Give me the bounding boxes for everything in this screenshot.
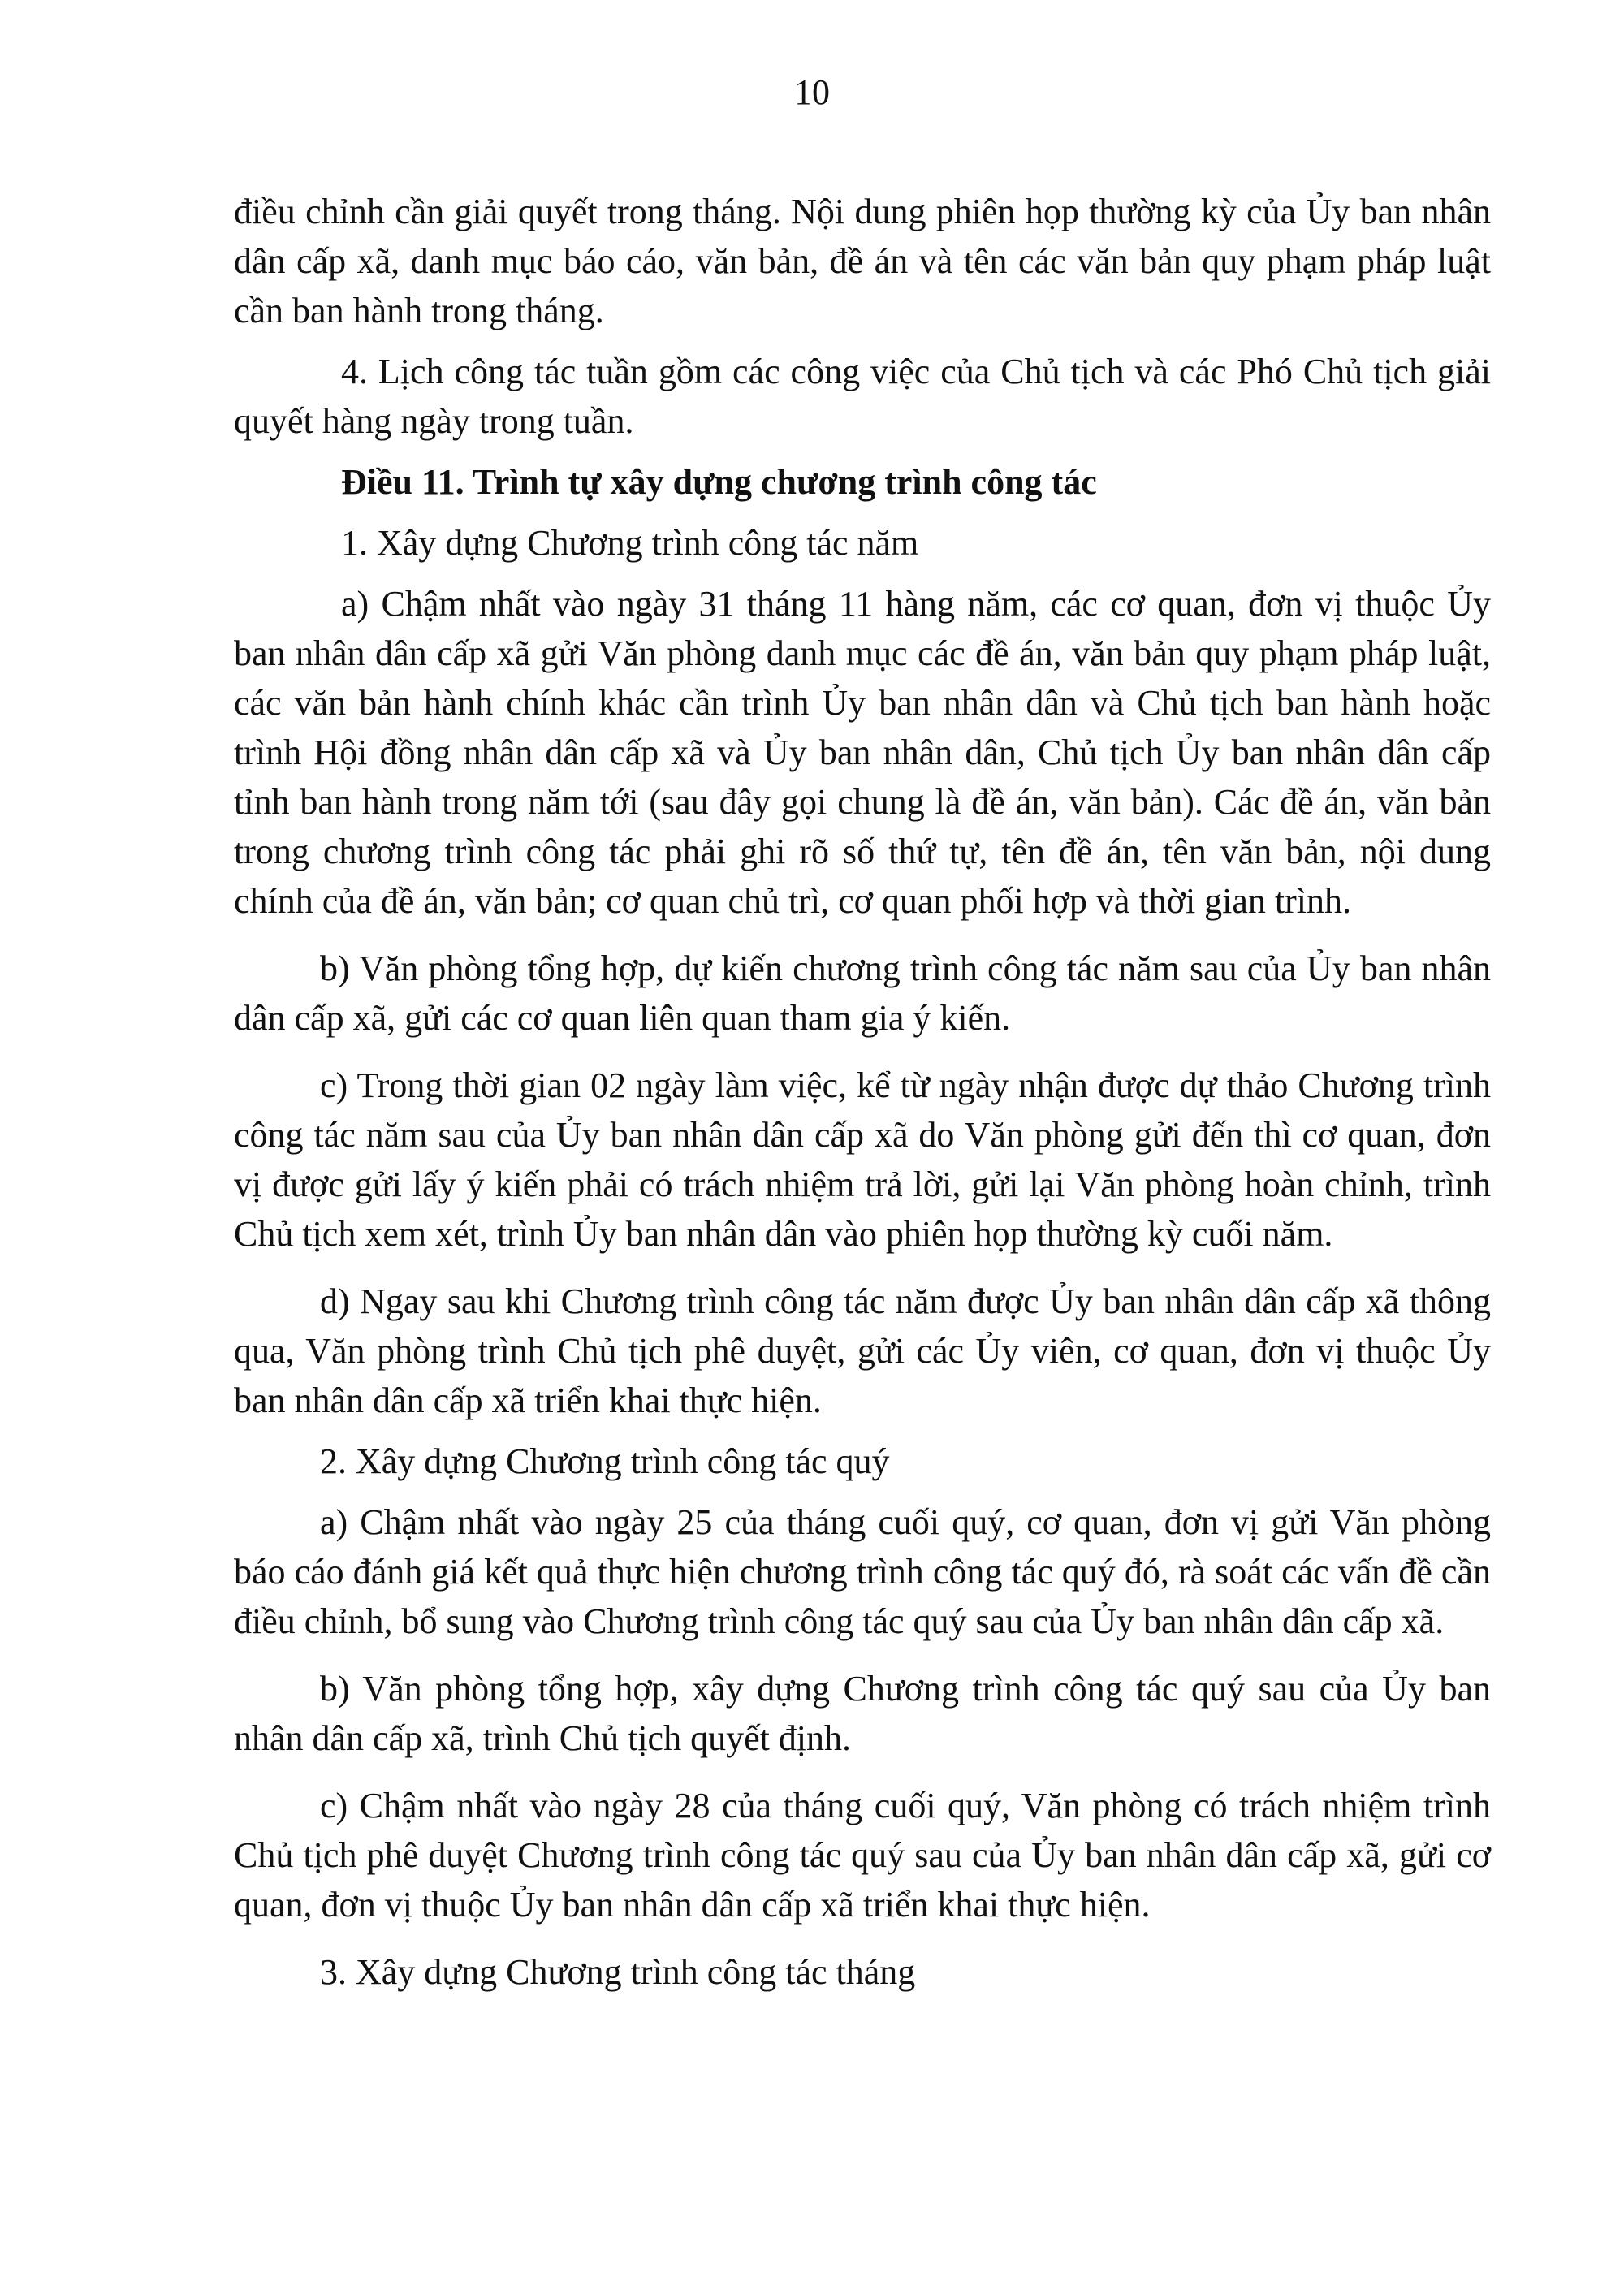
section-2-heading: 2. Xây dựng Chương trình công tác quý bbox=[320, 1441, 890, 1481]
paragraph-item-4: 4. Lịch công tác tuần gồm các công việc của Chủ tịch và các Phó Chủ tịch giải quyết hàng ngày trong tuần. bbox=[234, 352, 1491, 441]
paragraph-1b: b) Văn phòng tổng hợp, dự kiến chương trình công tác năm sau của Ủy ban nhân dân cấp xã, gửi các cơ quan liên quan tham gia ý kiến. bbox=[234, 948, 1491, 1038]
document-body bbox=[234, 187, 1491, 2008]
paragraph-1c: c) Trong thời gian 02 ngày làm việc, kể từ ngày nhận được dự thảo Chương trình công tác năm sau của Ủy ban nhân dân cấp xã do Văn phòng gửi đến thì cơ quan, đơn vị được gửi lấy ý kiến phải có trách nhiệm trả lời, gửi lại Văn phòng hoàn chỉnh, trình Chủ tịch xem xét, trình Ủy ban nhân dân vào phiên họp thường kỳ cuối năm. bbox=[234, 1065, 1491, 1254]
section-3-heading: 3. Xây dựng Chương trình công tác tháng bbox=[320, 1952, 916, 1992]
article-11-heading: Điều 11. Trình tự xây dựng chương trình công tác bbox=[341, 462, 1097, 502]
paragraph-continuation: điều chỉnh cần giải quyết trong tháng. Nội dung phiên họp thường kỳ của Ủy ban nhân dân cấp xã, danh mục báo cáo, văn bản, đề án và tên các văn bản quy phạm pháp luật cần ban hành trong tháng. bbox=[234, 192, 1491, 330]
paragraph-2b: b) Văn phòng tổng hợp, xây dựng Chương trình công tác quý sau của Ủy ban nhân dân cấp xã, trình Chủ tịch quyết định. bbox=[234, 1669, 1491, 1758]
paragraph-1a: a) Chậm nhất vào ngày 31 tháng 11 hàng năm, các cơ quan, đơn vị thuộc Ủy ban nhân dân cấp xã gửi Văn phòng danh mục các đề án, văn bản quy phạm pháp luật, các văn bản hành chính khác cần trình Ủy ban nhân dân và Chủ tịch ban hành hoặc trình Hội đồng nhân dân cấp xã và Ủy ban nhân dân, Chủ tịch Ủy ban nhân dân cấp tỉnh ban hành trong năm tới (sau đây gọi chung là đề án, văn bản). Các đề án, văn bản trong chương trình công tác phải ghi rõ số thứ tự, tên đề án, tên văn bản, nội dung chính của đề án, văn bản; cơ quan chủ trì, cơ quan phối hợp và thời gian trình. bbox=[234, 584, 1491, 921]
paragraph-2c: c) Chậm nhất vào ngày 28 của tháng cuối quý, Văn phòng có trách nhiệm trình Chủ tịch phê duyệt Chương trình công tác quý sau của Ủy ban nhân dân cấp xã, gửi cơ quan, đơn vị thuộc Ủy ban nhân dân cấp xã triển khai thực hiện. bbox=[234, 1786, 1491, 1925]
page-number: 10 bbox=[794, 72, 830, 112]
section-1-heading: 1. Xây dựng Chương trình công tác năm bbox=[341, 523, 919, 563]
paragraph-2a: a) Chậm nhất vào ngày 25 của tháng cuối quý, cơ quan, đơn vị gửi Văn phòng báo cáo đánh giá kết quả thực hiện chương trình công tác quý đó, rà soát các vấn đề cần điều chỉnh, bổ sung vào Chương trình công tác quý sau của Ủy ban nhân dân cấp xã. bbox=[234, 1502, 1491, 1641]
paragraph-1d: d) Ngay sau khi Chương trình công tác năm được Ủy ban nhân dân cấp xã thông qua, Văn phòng trình Chủ tịch phê duyệt, gửi các Ủy viên, cơ quan, đơn vị thuộc Ủy ban nhân dân cấp xã triển khai thực hiện. bbox=[234, 1281, 1491, 1420]
